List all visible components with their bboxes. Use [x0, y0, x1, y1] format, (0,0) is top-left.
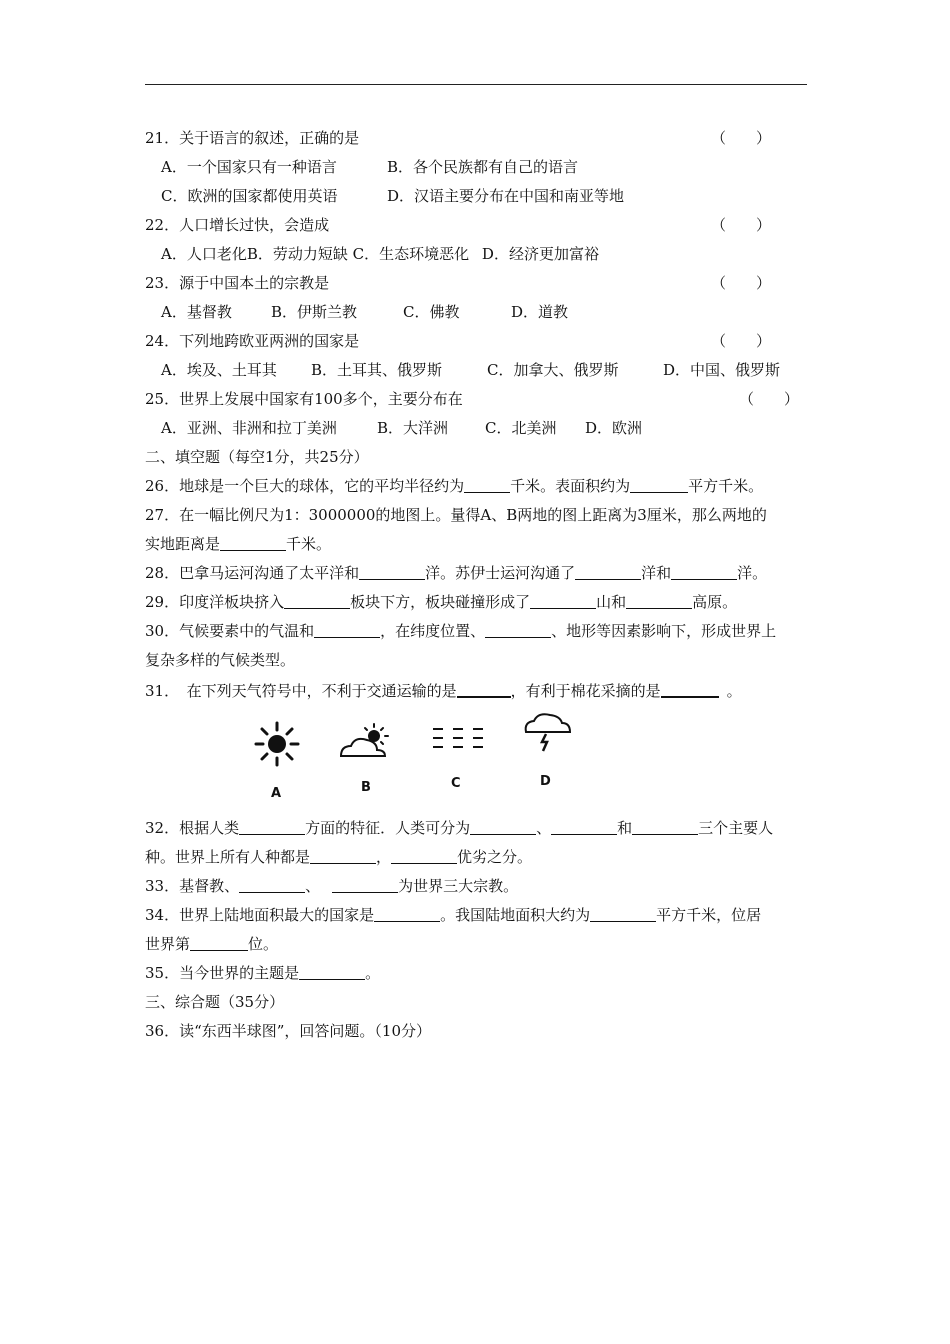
text: 位。	[248, 935, 279, 953]
answer-blank[interactable]	[314, 620, 380, 638]
answer-blank[interactable]	[457, 679, 511, 698]
answer-blank[interactable]	[626, 591, 692, 609]
answer-blank[interactable]	[671, 562, 737, 580]
text: 平方千米，位居	[656, 906, 762, 924]
symbol-label-c: C	[451, 776, 461, 791]
answer-blank[interactable]	[239, 875, 305, 893]
question-32	[145, 814, 807, 843]
question-23-options	[145, 298, 807, 327]
text: 高原。	[692, 593, 738, 611]
text: 洋和	[641, 564, 672, 582]
option-d: D．汉语主要分布在中国和南亚等地	[387, 187, 625, 205]
text: 千米。表面积约为	[510, 477, 631, 495]
answer-blank[interactable]	[220, 533, 286, 551]
option-c: C．北美洲	[485, 419, 557, 437]
answer-paren: （ ）	[738, 390, 799, 408]
option-d: D．欧洲	[585, 419, 643, 437]
exam-content	[145, 124, 807, 1046]
option-c: C．生态环境恶化	[352, 245, 470, 263]
text: 三个主要人	[698, 819, 774, 837]
option-b: B．各个民族都有自己的语言	[387, 158, 579, 176]
answer-blank[interactable]	[551, 817, 617, 835]
text: 35．当今世界的主题是	[145, 964, 300, 982]
question-25-stem: 25．世界上发展中国家有100多个，主要分布在	[145, 390, 463, 408]
question-27-cont	[145, 530, 807, 559]
answer-blank[interactable]	[590, 904, 656, 922]
text: 34．世界上陆地面积最大的国家是	[145, 906, 375, 924]
option-c: C．加拿大、俄罗斯	[487, 361, 619, 379]
answer-blank[interactable]	[359, 562, 425, 580]
question-36: 36．读“东西半球图”，回答问题。（10分）	[145, 1022, 432, 1040]
text: 优劣之分。	[457, 848, 533, 866]
option-b: B．伊斯兰教	[271, 303, 358, 321]
question-33	[145, 872, 807, 901]
option-a: A．一个国家只有一种语言	[161, 158, 337, 176]
answer-blank[interactable]	[630, 475, 688, 493]
question-22-options	[145, 240, 807, 269]
answer-blank[interactable]	[284, 591, 350, 609]
answer-blank[interactable]	[485, 620, 551, 638]
option-b: B．劳动力短缺	[246, 245, 348, 263]
section-2-heading: 二、填空题（每空1分，共25分）	[145, 448, 369, 466]
option-a: A．亚洲、非洲和拉丁美洲	[161, 419, 337, 437]
text: ，有利于棉花采摘的是	[510, 682, 661, 700]
weather-symbols	[145, 708, 807, 814]
text: 实地距离是	[145, 535, 221, 553]
symbol-label-d: D	[540, 774, 551, 789]
question-21-options-row2	[145, 182, 807, 211]
answer-blank[interactable]	[374, 904, 440, 922]
text: ，	[376, 848, 392, 866]
answer-blank[interactable]	[310, 846, 376, 864]
text: 复杂多样的气候类型。	[145, 651, 296, 669]
question-24-options	[145, 356, 807, 385]
text: 33．基督教、	[145, 877, 240, 895]
option-a: A．埃及、土耳其	[161, 361, 277, 379]
answer-blank[interactable]	[391, 846, 457, 864]
option-a: A．基督教	[161, 303, 232, 321]
answer-blank[interactable]	[464, 475, 510, 493]
question-22	[145, 211, 807, 240]
answer-paren: （ ）	[710, 216, 771, 234]
text: 31． 在下列天气符号中，不利于交通运输的是	[145, 682, 457, 700]
question-25	[145, 385, 807, 414]
answer-blank[interactable]	[632, 817, 698, 835]
text: 32．根据人类	[145, 819, 240, 837]
text: 板块下方，板块碰撞形成了	[350, 593, 531, 611]
symbol-label-a: A	[271, 786, 282, 801]
partly-cloudy-icon	[337, 722, 393, 764]
answer-blank[interactable]	[575, 562, 641, 580]
question-25-options	[145, 414, 807, 443]
answer-paren: （ ）	[710, 332, 771, 350]
question-32-cont	[145, 843, 807, 872]
text: 27．在一幅比例尺为1：3000000的地图上。量得A、B两地的图上距离为3厘米，那么两地的	[145, 506, 767, 524]
question-29	[145, 588, 807, 617]
option-d: D．中国、俄罗斯	[663, 361, 781, 379]
question-21-stem: 21．关于语言的叙述，正确的是	[145, 129, 360, 147]
fog-icon	[431, 724, 487, 754]
answer-paren: （ ）	[710, 129, 771, 147]
section-3-heading: 三、综合题（35分）	[145, 993, 285, 1011]
thunderstorm-icon	[520, 710, 574, 754]
header-rule	[145, 84, 807, 85]
question-21-options-row1	[145, 153, 807, 182]
question-31	[145, 675, 807, 708]
option-d: D．道教	[511, 303, 569, 321]
text: 千米。	[286, 535, 332, 553]
question-34-cont	[145, 930, 807, 959]
option-b: B．土耳其、俄罗斯	[311, 361, 443, 379]
text: 26．地球是一个巨大的球体，它的平均半径约为	[145, 477, 465, 495]
option-b: B．大洋洲	[377, 419, 449, 437]
answer-blank[interactable]	[530, 591, 596, 609]
text: ，在纬度位置、	[380, 622, 486, 640]
text: 种。世界上所有人种都是	[145, 848, 311, 866]
question-35	[145, 959, 807, 988]
option-c: C．佛教	[403, 303, 460, 321]
answer-blank[interactable]	[190, 933, 248, 951]
text: 30．气候要素中的气温和	[145, 622, 315, 640]
answer-blank[interactable]	[470, 817, 536, 835]
sun-icon	[253, 720, 301, 768]
answer-blank[interactable]	[299, 962, 365, 980]
question-21	[145, 124, 807, 153]
text: 28．巴拿马运河沟通了太平洋和	[145, 564, 360, 582]
option-a: A．人口老化	[161, 245, 247, 263]
text: 山和	[596, 593, 627, 611]
answer-paren: （ ）	[710, 274, 771, 292]
text: 洋。	[737, 564, 768, 582]
answer-blank[interactable]	[661, 679, 719, 698]
symbol-label-b: B	[361, 780, 371, 795]
question-22-stem: 22．人口增长过快，会造成	[145, 216, 330, 234]
answer-blank[interactable]	[332, 875, 398, 893]
text: 、	[536, 819, 552, 837]
question-24-stem: 24．下列地跨欧亚两洲的国家是	[145, 332, 360, 350]
text: 世界第	[145, 935, 191, 953]
question-24	[145, 327, 807, 356]
answer-blank[interactable]	[239, 817, 305, 835]
text: 和	[617, 819, 633, 837]
question-26	[145, 472, 807, 501]
option-c: C．欧洲的国家都使用英语	[161, 187, 338, 205]
text: 洋。苏伊士运河沟通了	[425, 564, 576, 582]
question-28	[145, 559, 807, 588]
text: 。我国陆地面积大约为	[440, 906, 591, 924]
text: 、	[305, 877, 321, 895]
question-30-cont	[145, 646, 807, 675]
text: 29．印度洋板块挤入	[145, 593, 285, 611]
text: 。	[726, 682, 742, 700]
text: 。	[365, 964, 381, 982]
question-23	[145, 269, 807, 298]
option-d: D．经济更加富裕	[481, 245, 599, 263]
question-27	[145, 501, 807, 530]
text: 、地形等因素影响下，形成世界上	[551, 622, 777, 640]
text: 为世界三大宗教。	[398, 877, 519, 895]
question-34	[145, 901, 807, 930]
text: 平方千米。	[688, 477, 764, 495]
question-30	[145, 617, 807, 646]
question-23-stem: 23．源于中国本土的宗教是	[145, 274, 330, 292]
text: 方面的特征．人类可分为	[305, 819, 471, 837]
